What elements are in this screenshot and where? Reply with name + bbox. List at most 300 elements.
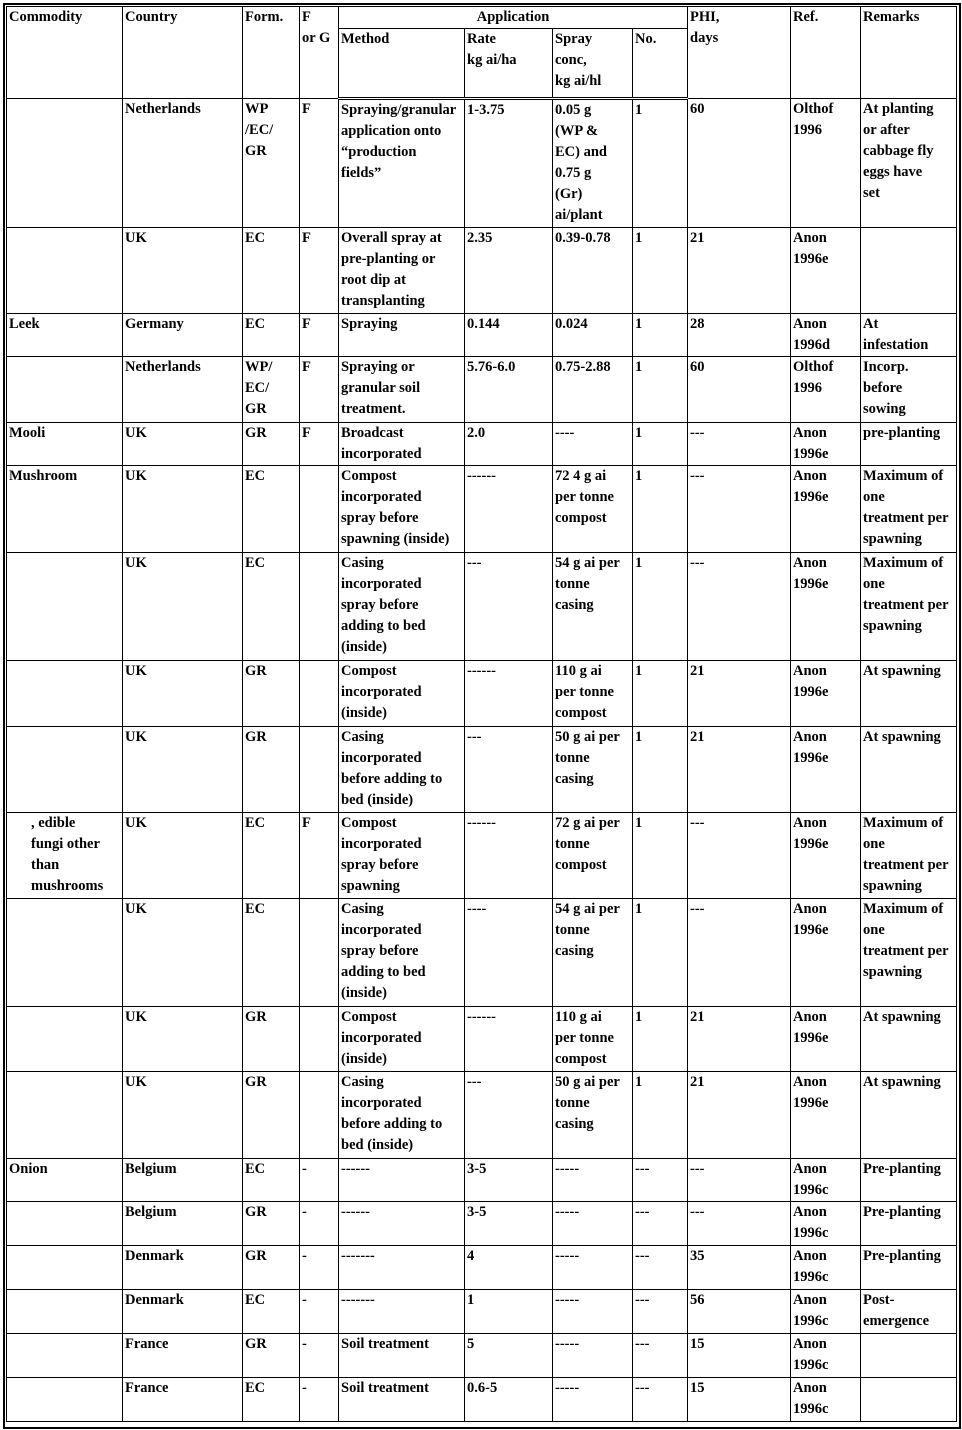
cell-no — [633, 1378, 688, 1422]
cell-commodity — [7, 357, 123, 423]
cell-text: --- — [635, 1248, 650, 1264]
cell-commodity — [7, 1159, 123, 1202]
cell-form — [243, 1334, 300, 1378]
cell-text: Anon 1996e — [793, 555, 829, 592]
cell-text: EC — [245, 316, 266, 332]
cell-form — [243, 423, 300, 466]
cell-remarks — [861, 1007, 957, 1072]
cell-text: 1 — [635, 316, 643, 332]
cell-ref — [791, 314, 861, 357]
cell-commodity — [7, 314, 123, 357]
cell-fg — [300, 1246, 339, 1290]
cell-rate — [465, 813, 553, 899]
cell-form — [243, 1072, 300, 1159]
cell-text: France — [125, 1380, 169, 1396]
cell-text: France — [125, 1336, 169, 1352]
cell-no — [633, 1072, 688, 1159]
cell-text: 0.024 — [555, 316, 588, 332]
cell-text: ---- — [467, 901, 487, 917]
cell-text: 50 g ai per tonne casing — [555, 729, 620, 787]
cell-text: Maximum of one treatment per spawning — [863, 468, 949, 547]
table-row — [7, 1290, 957, 1334]
cell-method — [339, 1007, 465, 1072]
cell-phi — [688, 1378, 791, 1422]
cell-text: 15 — [690, 1380, 705, 1396]
cell-text: Compost incorporated (inside) — [341, 1009, 422, 1067]
cell-commodity — [7, 1072, 123, 1159]
cell-text: --- — [635, 1380, 650, 1396]
cell-text: --- — [690, 815, 705, 831]
cell-text: Spraying — [341, 316, 398, 332]
cell-text: WP /EC/ GR — [245, 101, 274, 159]
cell-remarks — [861, 661, 957, 727]
cell-country — [123, 1159, 243, 1202]
cell-text: 21 — [690, 1009, 705, 1025]
header-ref: Ref. — [791, 7, 861, 99]
cell-text: 1 — [635, 1009, 643, 1025]
cell-rate — [465, 1007, 553, 1072]
table-row — [7, 1246, 957, 1290]
cell-form — [243, 1202, 300, 1246]
cell-ref — [791, 1159, 861, 1202]
cell-fg — [300, 357, 339, 423]
cell-conc — [553, 1378, 633, 1422]
cell-rate — [465, 99, 553, 228]
cell-method — [339, 899, 465, 1007]
cell-phi — [688, 661, 791, 727]
header-rate: Rate kg ai/ha — [465, 29, 553, 99]
cell-text: ----- — [555, 1204, 580, 1220]
cell-method — [339, 357, 465, 423]
cell-method — [339, 314, 465, 357]
cell-no — [633, 466, 688, 553]
cell-conc — [553, 1202, 633, 1246]
cell-country — [123, 553, 243, 661]
cell-phi — [688, 899, 791, 1007]
cell-no — [633, 1290, 688, 1334]
cell-text: Anon 1996e — [793, 468, 829, 505]
cell-remarks — [861, 553, 957, 661]
cell-remarks — [861, 1246, 957, 1290]
cell-ref — [791, 357, 861, 423]
cell-text: 1-3.75 — [467, 102, 505, 118]
cell-commodity — [7, 1202, 123, 1246]
cell-text: At spawning — [863, 1009, 941, 1025]
cell-text: --- — [635, 1161, 650, 1177]
cell-text: At spawning — [863, 729, 941, 745]
cell-form — [243, 1246, 300, 1290]
cell-phi — [688, 813, 791, 899]
cell-fg — [300, 1290, 339, 1334]
cell-text: 21 — [690, 663, 705, 679]
cell-text: Maximum of one treatment per spawning — [863, 555, 949, 634]
cell-commodity — [7, 1334, 123, 1378]
cell-text: 3-5 — [467, 1161, 487, 1177]
cell-remarks — [861, 813, 957, 899]
cell-text: --- — [635, 1336, 650, 1352]
cell-phi — [688, 99, 791, 228]
cell-conc — [553, 1007, 633, 1072]
cell-rate — [465, 1290, 553, 1334]
cell-form — [243, 228, 300, 314]
cell-text: UK — [125, 901, 147, 917]
cell-text: Anon 1996e — [793, 1074, 829, 1111]
cell-phi — [688, 1159, 791, 1202]
cell-no — [633, 423, 688, 466]
cell-text: 0.39-0.78 — [555, 230, 611, 246]
cell-country — [123, 1334, 243, 1378]
cell-text: Netherlands — [125, 359, 201, 375]
cell-text: At spawning — [863, 663, 941, 679]
cell-fg — [300, 661, 339, 727]
cell-text: EC — [245, 468, 266, 484]
cell-text: UK — [125, 815, 147, 831]
cell-conc — [553, 423, 633, 466]
cell-text: 15 — [690, 1336, 705, 1352]
cell-text: , edible fungi other than mushrooms — [31, 815, 104, 894]
table-row — [7, 423, 957, 466]
cell-text: 0.75-2.88 — [555, 359, 611, 375]
cell-text: UK — [125, 468, 147, 484]
cell-text: 110 g ai per tonne compost — [555, 1009, 614, 1067]
cell-text: Casing incorporated spray before adding to bed (inside) — [341, 901, 426, 1001]
cell-no — [633, 1246, 688, 1290]
cell-text: Belgium — [125, 1161, 177, 1177]
cell-form — [243, 1378, 300, 1422]
cell-text: ----- — [555, 1380, 580, 1396]
cell-fg — [300, 466, 339, 553]
header-phi: PHI, days — [688, 7, 791, 99]
cell-phi — [688, 1246, 791, 1290]
cell-no — [633, 661, 688, 727]
cell-phi — [688, 314, 791, 357]
cell-fg — [300, 99, 339, 228]
table-row — [7, 1072, 957, 1159]
cell-text: ----- — [555, 1248, 580, 1264]
header-f-or-g: F or G — [300, 7, 339, 99]
cell-ref — [791, 466, 861, 553]
cell-text: UK — [125, 230, 147, 246]
cell-text: Netherlands — [125, 101, 201, 117]
cell-text: ----- — [555, 1161, 580, 1177]
cell-country — [123, 1007, 243, 1072]
cell-remarks — [861, 727, 957, 813]
cell-method — [339, 1159, 465, 1202]
cell-text: Broadcast incorporated — [341, 425, 422, 462]
cell-text: 21 — [690, 729, 705, 745]
cell-text: Incorp. before sowing — [863, 359, 909, 417]
cell-fg — [300, 553, 339, 661]
cell-text: 54 g ai per tonne casing — [555, 901, 620, 959]
cell-remarks — [861, 1202, 957, 1246]
cell-conc — [553, 813, 633, 899]
cell-commodity — [7, 813, 123, 899]
cell-method — [339, 1072, 465, 1159]
cell-method — [339, 1334, 465, 1378]
cell-text: 72 4 g ai per tonne compost — [555, 468, 614, 526]
cell-commodity — [7, 727, 123, 813]
cell-ref — [791, 1246, 861, 1290]
cell-remarks — [861, 1378, 957, 1422]
cell-text: EC — [245, 1161, 266, 1177]
cell-text: ---- — [555, 425, 575, 441]
cell-remarks — [861, 314, 957, 357]
cell-remarks — [861, 423, 957, 466]
table-row — [7, 813, 957, 899]
cell-text: 5 — [467, 1336, 475, 1352]
cell-form — [243, 899, 300, 1007]
cell-text: 1 — [635, 729, 643, 745]
header-remarks: Remarks — [861, 7, 957, 99]
cell-text: ------- — [341, 1248, 375, 1264]
cell-country — [123, 661, 243, 727]
cell-text: --- — [635, 1292, 650, 1308]
table-row — [7, 1334, 957, 1378]
cell-text: Anon 1996d — [793, 316, 831, 353]
cell-text: 1 — [635, 901, 643, 917]
cell-text: 54 g ai per tonne casing — [555, 555, 620, 613]
cell-conc — [553, 228, 633, 314]
cell-rate — [465, 727, 553, 813]
cell-text: - — [302, 1161, 307, 1177]
cell-text: Onion — [9, 1161, 48, 1177]
cell-text: --- — [690, 425, 705, 441]
cell-form — [243, 661, 300, 727]
cell-fg — [300, 1378, 339, 1422]
cell-text: 1 — [635, 555, 643, 571]
cell-text: ------ — [341, 1161, 370, 1177]
cell-ref — [791, 1334, 861, 1378]
cell-rate — [465, 228, 553, 314]
cell-rate — [465, 357, 553, 423]
cell-text: pre-planting — [863, 425, 941, 441]
cell-text: F — [302, 359, 311, 375]
cell-text: 1 — [635, 468, 643, 484]
table-row — [7, 1202, 957, 1246]
cell-fg — [300, 1202, 339, 1246]
cell-ref — [791, 99, 861, 228]
cell-text: 5.76-6.0 — [467, 359, 516, 375]
cell-rate — [465, 1378, 553, 1422]
cell-text: Maximum of one treatment per spawning — [863, 815, 949, 894]
cell-ref — [791, 1202, 861, 1246]
cell-text: --- — [690, 468, 705, 484]
cell-text: - — [302, 1380, 307, 1396]
cell-text: Casing incorporated before adding to bed (inside) — [341, 1074, 443, 1153]
cell-text: 1 — [635, 102, 643, 118]
cell-commodity — [7, 1246, 123, 1290]
cell-no — [633, 1007, 688, 1072]
cell-text: Anon 1996c — [793, 1161, 829, 1198]
table-row — [7, 553, 957, 661]
cell-text: F — [302, 101, 311, 117]
cell-rate — [465, 1246, 553, 1290]
cell-ref — [791, 1378, 861, 1422]
cell-text: 1 — [635, 663, 643, 679]
cell-ref — [791, 228, 861, 314]
cell-text: --- — [690, 555, 705, 571]
cell-text: - — [302, 1336, 307, 1352]
cell-form — [243, 1290, 300, 1334]
cell-text: Pre-planting — [863, 1248, 941, 1264]
cell-phi — [688, 553, 791, 661]
cell-country — [123, 314, 243, 357]
cell-text: ------ — [467, 815, 496, 831]
cell-text: Soil treatment — [341, 1336, 429, 1352]
cell-conc — [553, 899, 633, 1007]
cell-text: Mushroom — [9, 468, 78, 484]
cell-method — [339, 1202, 465, 1246]
cell-fg — [300, 727, 339, 813]
cell-conc — [553, 553, 633, 661]
cell-form — [243, 466, 300, 553]
cell-text: GR — [245, 1204, 267, 1220]
cell-no — [633, 99, 688, 228]
cell-text: ------ — [341, 1204, 370, 1220]
cell-fg — [300, 423, 339, 466]
cell-text: 1 — [467, 1292, 475, 1308]
cell-remarks — [861, 1290, 957, 1334]
header-form: Form. — [243, 7, 300, 99]
cell-conc — [553, 99, 633, 228]
cell-text: EC — [245, 1380, 266, 1396]
cell-text: Anon 1996e — [793, 901, 829, 938]
header-method: Method — [339, 29, 465, 99]
cell-text: Anon 1996c — [793, 1336, 829, 1373]
cell-text: Anon 1996e — [793, 815, 829, 852]
cell-fg — [300, 314, 339, 357]
cell-fg — [300, 813, 339, 899]
cell-text: F — [302, 316, 311, 332]
cell-text: --- — [690, 901, 705, 917]
cell-form — [243, 1007, 300, 1072]
cell-form — [243, 99, 300, 228]
header-country: Country — [123, 7, 243, 99]
table-row — [7, 727, 957, 813]
cell-text: GR — [245, 1074, 267, 1090]
cell-text: Pre-planting — [863, 1161, 941, 1177]
cell-text: 3-5 — [467, 1204, 487, 1220]
cell-ref — [791, 661, 861, 727]
cell-country — [123, 813, 243, 899]
cell-text: UK — [125, 729, 147, 745]
cell-text: Pre-planting — [863, 1204, 941, 1220]
cell-text: GR — [245, 1248, 267, 1264]
cell-text: Overall spray at pre-planting or root dip at transplanting — [341, 230, 442, 309]
cell-fg — [300, 1334, 339, 1378]
cell-method — [339, 727, 465, 813]
cell-no — [633, 553, 688, 661]
cell-country — [123, 423, 243, 466]
cell-no — [633, 1334, 688, 1378]
header-application: Application — [339, 7, 688, 29]
cell-phi — [688, 1072, 791, 1159]
cell-remarks — [861, 357, 957, 423]
cell-fg — [300, 1007, 339, 1072]
cell-no — [633, 899, 688, 1007]
cell-text: Compost incorporated (inside) — [341, 663, 422, 721]
cell-country — [123, 357, 243, 423]
cell-text: WP/ EC/ GR — [245, 359, 273, 417]
cell-no — [633, 813, 688, 899]
cell-no — [633, 314, 688, 357]
cell-text: 60 — [690, 101, 705, 117]
cell-text: Spraying/granular application onto “production fields” — [341, 102, 457, 181]
table-row — [7, 314, 957, 357]
cell-text: 0.6-5 — [467, 1380, 498, 1396]
cell-conc — [553, 1246, 633, 1290]
cell-method — [339, 1378, 465, 1422]
cell-text: Anon 1996c — [793, 1380, 829, 1417]
cell-text: 1 — [635, 230, 643, 246]
cell-ref — [791, 553, 861, 661]
cell-text: Mooli — [9, 425, 46, 441]
cell-phi — [688, 228, 791, 314]
cell-text: Olthof 1996 — [793, 101, 834, 138]
cell-ref — [791, 1007, 861, 1072]
cell-text: ------ — [467, 663, 496, 679]
gap-table — [6, 6, 957, 1422]
cell-form — [243, 553, 300, 661]
cell-rate — [465, 553, 553, 661]
cell-remarks — [861, 99, 957, 228]
cell-form — [243, 727, 300, 813]
cell-commodity — [7, 661, 123, 727]
cell-country — [123, 1202, 243, 1246]
cell-country — [123, 99, 243, 228]
cell-phi — [688, 1334, 791, 1378]
cell-form — [243, 314, 300, 357]
cell-text: Leek — [9, 316, 40, 332]
cell-fg — [300, 899, 339, 1007]
table-row — [7, 466, 957, 553]
cell-text: Anon 1996e — [793, 425, 829, 462]
cell-text: 28 — [690, 316, 705, 332]
cell-text: Anon 1996c — [793, 1204, 829, 1241]
cell-text: Soil treatment — [341, 1380, 429, 1396]
table-row — [7, 661, 957, 727]
cell-text: Denmark — [125, 1248, 184, 1264]
cell-method — [339, 813, 465, 899]
cell-commodity — [7, 1007, 123, 1072]
cell-ref — [791, 813, 861, 899]
cell-form — [243, 357, 300, 423]
cell-fg — [300, 228, 339, 314]
cell-ref — [791, 423, 861, 466]
cell-text: UK — [125, 1074, 147, 1090]
cell-text: GR — [245, 1009, 267, 1025]
cell-text: EC — [245, 815, 266, 831]
cell-rate — [465, 661, 553, 727]
cell-text: F — [302, 815, 311, 831]
cell-text: Casing incorporated before adding to bed (inside) — [341, 729, 443, 808]
cell-phi — [688, 357, 791, 423]
cell-no — [633, 1159, 688, 1202]
cell-remarks — [861, 1072, 957, 1159]
cell-text: 0.05 g (WP & EC) and 0.75 g (Gr) ai/plant — [555, 102, 607, 223]
cell-commodity — [7, 228, 123, 314]
cell-method — [339, 466, 465, 553]
cell-text: 4 — [467, 1248, 475, 1264]
cell-text: Anon 1996e — [793, 729, 829, 766]
cell-text: 2.35 — [467, 230, 493, 246]
cell-text: Anon 1996c — [793, 1248, 829, 1285]
cell-text: --- — [467, 555, 482, 571]
cell-text: EC — [245, 555, 266, 571]
cell-conc — [553, 466, 633, 553]
cell-form — [243, 1159, 300, 1202]
cell-no — [633, 727, 688, 813]
